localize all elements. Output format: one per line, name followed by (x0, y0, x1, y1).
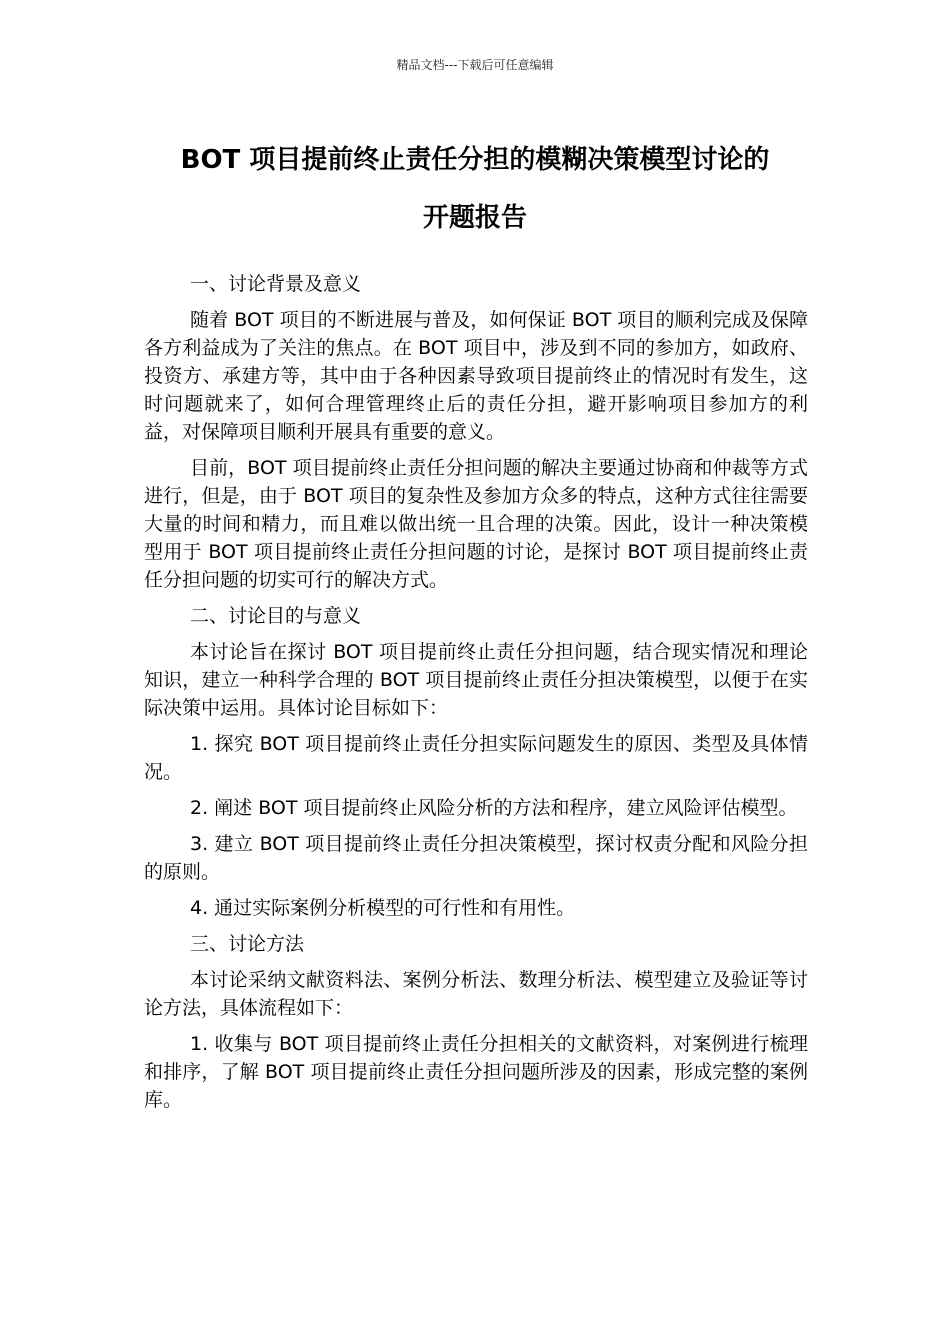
section-2-list-item-2: 2. 阐述 BOT 项目提前终止风险分析的方法和程序，建立风险评估模型。 (190, 797, 798, 819)
section-2-list-item-1: 1. 探究 BOT 项目提前终止责任分担实际问题发生的原因、类型及具体情况。 (144, 733, 808, 783)
section-3-paragraph-1: 本讨论采纳文献资料法、案例分析法、数理分析法、模型建立及验证等讨论方法，具体流程如下： (144, 969, 808, 1019)
section-1-paragraph-1: 随着 BOT 项目的不断进展与普及，如何保证 BOT 项目的顺利完成及保障各方利益成为了关注的焦点。在 BOT 项目中，涉及到不同的参加方，如政府、投资方、承建方等，其中由于各种因素导致项目提前终止的情况时有发生，这时问题就来了，如何合理管理终止后的责任分担，避开影响项目参加方的利益，对保障项目顺利开展具有重要的意义。 (144, 309, 808, 443)
section-1-paragraph-2: 目前，BOT 项目提前终止责任分担问题的解决主要通过协商和仲裁等方式进行，但是，由于 BOT 项目的复杂性及参加方众多的特点，这种方式往往需要大量的时间和精力，而且难以做出统一且合理的决策。因此，设计一种决策模型用于 BOT 项目提前终止责任分担问题的讨论，是探讨 BOT 项目提前终止责任分担问题的切实可行的解决方式。 (144, 457, 808, 591)
section-2-heading: 二、讨论目的与意义 (190, 605, 362, 627)
section-1-heading: 一、讨论背景及意义 (190, 273, 362, 295)
section-3-heading: 三、讨论方法 (190, 933, 305, 955)
section-2-paragraph-1: 本讨论旨在探讨 BOT 项目提前终止责任分担问题，结合现实情况和理论知识，建立一种科学合理的 BOT 项目提前终止责任分担决策模型，以便于在实际决策中运用。具体讨论目标如下： (144, 641, 808, 719)
title-line-1: BOT 项目提前终止责任分担的模糊决策模型讨论的 (180, 145, 770, 175)
section-3-list-item-1: 1. 收集与 BOT 项目提前终止责任分担相关的文献资料，对案例进行梳理和排序，了解 BOT 项目提前终止责任分担问题所涉及的因素，形成完整的案例库。 (144, 1033, 808, 1111)
section-2-list-item-3: 3. 建立 BOT 项目提前终止责任分担决策模型，探讨权责分配和风险分担的原则。 (144, 833, 808, 883)
document-body (144, 270, 808, 1122)
section-2-list-item-4: 4. 通过实际案例分析模型的可行性和有用性。 (190, 897, 576, 919)
document-title (130, 131, 820, 247)
header-note: 精品文档---下载后可任意编辑 (396, 58, 554, 72)
title-line-2: 开题报告 (422, 203, 527, 233)
